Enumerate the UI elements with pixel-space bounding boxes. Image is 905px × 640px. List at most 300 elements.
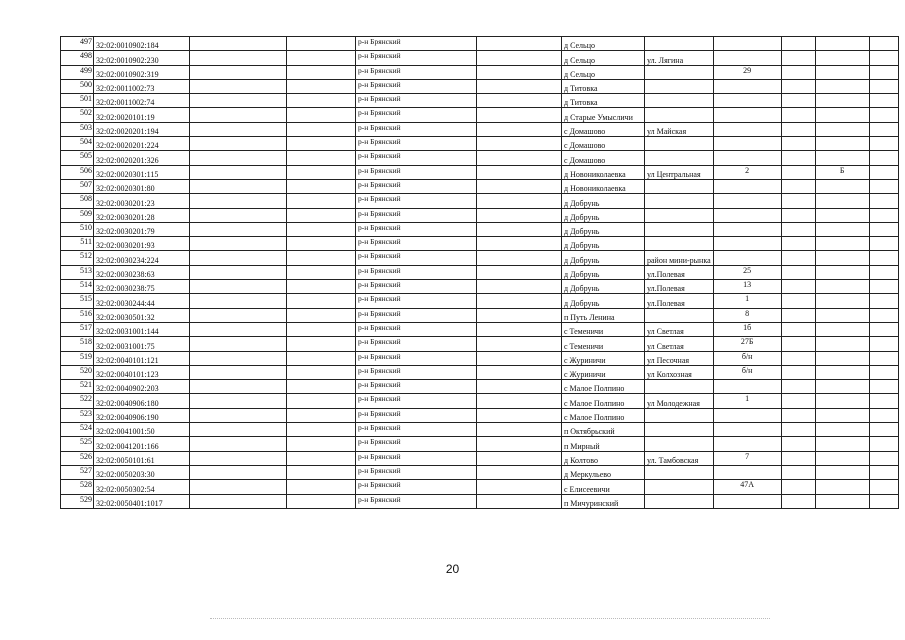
street-cell: ул. Лягина <box>645 51 714 65</box>
empty-cell <box>190 423 287 437</box>
locality-cell: с Журиничи <box>562 351 645 365</box>
empty-cell <box>287 465 356 479</box>
empty-cell <box>869 137 898 151</box>
street-cell: ул Песочная <box>645 351 714 365</box>
building-cell <box>815 94 869 108</box>
street-cell: ул.Полевая <box>645 265 714 279</box>
building-cell <box>815 408 869 422</box>
district-cell: р-н Брянский <box>356 494 477 508</box>
cadastral-number-cell: 32:02:0030201:93 <box>94 237 190 251</box>
cadastral-number-cell: 32:02:0020201:224 <box>94 137 190 151</box>
empty-cell <box>781 308 815 322</box>
empty-cell <box>477 265 562 279</box>
building-cell <box>815 108 869 122</box>
house-number-cell: б/н <box>713 365 781 379</box>
locality-cell: д Добрунь <box>562 294 645 308</box>
district-cell: р-н Брянский <box>356 222 477 236</box>
table-row <box>61 222 899 236</box>
empty-cell <box>190 408 287 422</box>
empty-cell <box>869 437 898 451</box>
street-cell: ул.Полевая <box>645 294 714 308</box>
empty-cell <box>287 337 356 351</box>
locality-cell: п Путь Ленина <box>562 308 645 322</box>
street-cell <box>645 65 714 79</box>
building-cell <box>815 65 869 79</box>
house-number-cell: 27Б <box>713 337 781 351</box>
empty-cell <box>781 122 815 136</box>
row-number-cell: 514 <box>61 280 94 294</box>
cadastral-number-cell: 32:02:0030201:28 <box>94 208 190 222</box>
building-cell <box>815 222 869 236</box>
empty-cell <box>477 122 562 136</box>
row-number-cell: 505 <box>61 151 94 165</box>
empty-cell <box>781 451 815 465</box>
house-number-cell <box>713 423 781 437</box>
empty-cell <box>869 365 898 379</box>
house-number-cell <box>713 237 781 251</box>
table-row <box>61 137 899 151</box>
table-row <box>61 294 899 308</box>
empty-cell <box>869 94 898 108</box>
empty-cell <box>190 380 287 394</box>
table-row <box>61 37 899 51</box>
house-number-cell <box>713 437 781 451</box>
table-row <box>61 337 899 351</box>
table-row <box>61 465 899 479</box>
empty-cell <box>190 294 287 308</box>
house-number-cell: 29 <box>713 65 781 79</box>
empty-cell <box>781 423 815 437</box>
house-number-cell: 13 <box>713 280 781 294</box>
building-cell <box>815 465 869 479</box>
district-cell: р-н Брянский <box>356 451 477 465</box>
table-row <box>61 208 899 222</box>
building-cell <box>815 380 869 394</box>
building-cell <box>815 51 869 65</box>
empty-cell <box>869 351 898 365</box>
street-cell <box>645 237 714 251</box>
empty-cell <box>477 65 562 79</box>
empty-cell <box>287 380 356 394</box>
empty-cell <box>781 480 815 494</box>
table-row <box>61 380 899 394</box>
district-cell: р-н Брянский <box>356 465 477 479</box>
row-number-cell: 520 <box>61 365 94 379</box>
district-cell: р-н Брянский <box>356 65 477 79</box>
row-number-cell: 512 <box>61 251 94 265</box>
street-cell <box>645 437 714 451</box>
empty-cell <box>287 308 356 322</box>
empty-cell <box>477 108 562 122</box>
cadastral-number-cell: 32:02:0020101:19 <box>94 108 190 122</box>
cadastral-number-cell: 32:02:0050401:1017 <box>94 494 190 508</box>
street-cell <box>645 94 714 108</box>
house-number-cell <box>713 108 781 122</box>
house-number-cell <box>713 408 781 422</box>
building-cell <box>815 208 869 222</box>
house-number-cell <box>713 208 781 222</box>
empty-cell <box>477 251 562 265</box>
empty-cell <box>869 194 898 208</box>
table-row <box>61 51 899 65</box>
cadastral-number-cell: 32:02:0031001:75 <box>94 337 190 351</box>
house-number-cell <box>713 122 781 136</box>
empty-cell <box>477 322 562 336</box>
empty-cell <box>190 394 287 408</box>
empty-cell <box>781 37 815 51</box>
scan-artifact <box>210 618 770 621</box>
building-cell <box>815 308 869 322</box>
empty-cell <box>477 423 562 437</box>
empty-cell <box>477 437 562 451</box>
empty-cell <box>477 79 562 93</box>
building-cell <box>815 122 869 136</box>
locality-cell: с Елисеевичи <box>562 480 645 494</box>
street-cell <box>645 194 714 208</box>
empty-cell <box>190 437 287 451</box>
page-number: 20 <box>445 562 460 576</box>
district-cell: р-н Брянский <box>356 237 477 251</box>
empty-cell <box>287 351 356 365</box>
table-body <box>61 37 899 509</box>
locality-cell: д Сельцо <box>562 51 645 65</box>
locality-cell: д Добрунь <box>562 265 645 279</box>
empty-cell <box>190 222 287 236</box>
row-number-cell: 506 <box>61 165 94 179</box>
street-cell <box>645 408 714 422</box>
empty-cell <box>781 51 815 65</box>
building-cell <box>815 423 869 437</box>
empty-cell <box>781 151 815 165</box>
empty-cell <box>190 451 287 465</box>
empty-cell <box>477 165 562 179</box>
street-cell: ул. Тамбовская <box>645 451 714 465</box>
empty-cell <box>781 465 815 479</box>
empty-cell <box>287 51 356 65</box>
row-number-cell: 521 <box>61 380 94 394</box>
empty-cell <box>477 51 562 65</box>
empty-cell <box>287 165 356 179</box>
row-number-cell: 501 <box>61 94 94 108</box>
locality-cell: с Малое Полпино <box>562 408 645 422</box>
street-cell <box>645 222 714 236</box>
empty-cell <box>781 79 815 93</box>
street-cell <box>645 308 714 322</box>
house-number-cell <box>713 37 781 51</box>
cadastral-register-table <box>60 36 899 509</box>
empty-cell <box>781 494 815 508</box>
cadastral-number-cell: 32:02:0010902:319 <box>94 65 190 79</box>
district-cell: р-н Брянский <box>356 79 477 93</box>
row-number-cell: 509 <box>61 208 94 222</box>
building-cell <box>815 480 869 494</box>
empty-cell <box>287 480 356 494</box>
empty-cell <box>477 351 562 365</box>
street-cell: ул.Полевая <box>645 280 714 294</box>
cadastral-number-cell: 32:02:0011002:73 <box>94 79 190 93</box>
house-number-cell <box>713 465 781 479</box>
cadastral-number-cell: 32:02:0030244:44 <box>94 294 190 308</box>
empty-cell <box>190 194 287 208</box>
empty-cell <box>477 380 562 394</box>
cadastral-number-cell: 32:02:0050101:61 <box>94 451 190 465</box>
locality-cell: д Новониколаевка <box>562 165 645 179</box>
cadastral-number-cell: 32:02:0010902:184 <box>94 37 190 51</box>
cadastral-number-cell: 32:02:0040906:180 <box>94 394 190 408</box>
cadastral-number-cell: 32:02:0041201:166 <box>94 437 190 451</box>
empty-cell <box>190 265 287 279</box>
cadastral-number-cell: 32:02:0050302:54 <box>94 480 190 494</box>
empty-cell <box>869 380 898 394</box>
locality-cell: д Меркульево <box>562 465 645 479</box>
empty-cell <box>869 394 898 408</box>
house-number-cell <box>713 194 781 208</box>
empty-cell <box>287 423 356 437</box>
table-row <box>61 79 899 93</box>
district-cell: р-н Брянский <box>356 194 477 208</box>
district-cell: р-н Брянский <box>356 108 477 122</box>
street-cell <box>645 208 714 222</box>
street-cell: ул Молодежная <box>645 394 714 408</box>
empty-cell <box>477 222 562 236</box>
empty-cell <box>869 408 898 422</box>
empty-cell <box>190 308 287 322</box>
building-cell <box>815 394 869 408</box>
empty-cell <box>190 337 287 351</box>
cadastral-number-cell: 32:02:0040101:123 <box>94 365 190 379</box>
street-cell <box>645 79 714 93</box>
empty-cell <box>287 394 356 408</box>
empty-cell <box>190 280 287 294</box>
locality-cell: с Домашово <box>562 137 645 151</box>
empty-cell <box>869 265 898 279</box>
empty-cell <box>477 179 562 193</box>
empty-cell <box>287 437 356 451</box>
empty-cell <box>477 408 562 422</box>
empty-cell <box>190 165 287 179</box>
locality-cell: п Мичуринский <box>562 494 645 508</box>
empty-cell <box>781 179 815 193</box>
table-row <box>61 194 899 208</box>
street-cell <box>645 179 714 193</box>
building-cell <box>815 237 869 251</box>
empty-cell <box>477 194 562 208</box>
table-row <box>61 251 899 265</box>
locality-cell: д Добрунь <box>562 208 645 222</box>
district-cell: р-н Брянский <box>356 137 477 151</box>
building-cell <box>815 322 869 336</box>
cadastral-number-cell: 32:02:0030234:224 <box>94 251 190 265</box>
row-number-cell: 502 <box>61 108 94 122</box>
empty-cell <box>781 294 815 308</box>
empty-cell <box>287 208 356 222</box>
house-number-cell <box>713 51 781 65</box>
empty-cell <box>781 408 815 422</box>
cadastral-number-cell: 32:02:0020201:326 <box>94 151 190 165</box>
empty-cell <box>869 294 898 308</box>
empty-cell <box>477 337 562 351</box>
locality-cell: с Домашово <box>562 151 645 165</box>
house-number-cell <box>713 380 781 394</box>
street-cell: район мини-рынка <box>645 251 714 265</box>
building-cell <box>815 265 869 279</box>
empty-cell <box>190 465 287 479</box>
row-number-cell: 518 <box>61 337 94 351</box>
empty-cell <box>781 194 815 208</box>
empty-cell <box>869 208 898 222</box>
row-number-cell: 528 <box>61 480 94 494</box>
locality-cell: д Колтово <box>562 451 645 465</box>
table-row <box>61 394 899 408</box>
house-number-cell: 47А <box>713 480 781 494</box>
row-number-cell: 504 <box>61 137 94 151</box>
street-cell <box>645 108 714 122</box>
house-number-cell: 1 <box>713 294 781 308</box>
empty-cell <box>781 337 815 351</box>
building-cell <box>815 280 869 294</box>
table-row <box>61 423 899 437</box>
empty-cell <box>477 94 562 108</box>
district-cell: р-н Брянский <box>356 408 477 422</box>
row-number-cell: 519 <box>61 351 94 365</box>
empty-cell <box>477 294 562 308</box>
cadastral-number-cell: 32:02:0050203:30 <box>94 465 190 479</box>
row-number-cell: 511 <box>61 237 94 251</box>
house-number-cell: 8 <box>713 308 781 322</box>
table-row <box>61 94 899 108</box>
empty-cell <box>287 94 356 108</box>
house-number-cell <box>713 251 781 265</box>
district-cell: р-н Брянский <box>356 380 477 394</box>
row-number-cell: 507 <box>61 179 94 193</box>
empty-cell <box>869 251 898 265</box>
house-number-cell <box>713 151 781 165</box>
empty-cell <box>190 365 287 379</box>
empty-cell <box>190 322 287 336</box>
empty-cell <box>287 494 356 508</box>
district-cell: р-н Брянский <box>356 51 477 65</box>
empty-cell <box>869 51 898 65</box>
empty-cell <box>869 337 898 351</box>
row-number-cell: 524 <box>61 423 94 437</box>
empty-cell <box>190 137 287 151</box>
empty-cell <box>869 151 898 165</box>
district-cell: р-н Брянский <box>356 151 477 165</box>
row-number-cell: 527 <box>61 465 94 479</box>
empty-cell <box>781 437 815 451</box>
district-cell: р-н Брянский <box>356 308 477 322</box>
street-cell <box>645 151 714 165</box>
district-cell: р-н Брянский <box>356 179 477 193</box>
building-cell <box>815 294 869 308</box>
empty-cell <box>190 208 287 222</box>
building-cell <box>815 194 869 208</box>
empty-cell <box>869 122 898 136</box>
district-cell: р-н Брянский <box>356 122 477 136</box>
house-number-cell <box>713 222 781 236</box>
street-cell <box>645 423 714 437</box>
locality-cell: с Малое Полпино <box>562 380 645 394</box>
empty-cell <box>781 394 815 408</box>
empty-cell <box>190 494 287 508</box>
empty-cell <box>287 108 356 122</box>
empty-cell <box>781 165 815 179</box>
empty-cell <box>781 351 815 365</box>
empty-cell <box>287 122 356 136</box>
empty-cell <box>869 480 898 494</box>
empty-cell <box>287 408 356 422</box>
empty-cell <box>190 108 287 122</box>
locality-cell: с Журиничи <box>562 365 645 379</box>
empty-cell <box>190 480 287 494</box>
empty-cell <box>190 94 287 108</box>
empty-cell <box>287 294 356 308</box>
empty-cell <box>287 265 356 279</box>
row-number-cell: 508 <box>61 194 94 208</box>
district-cell: р-н Брянский <box>356 37 477 51</box>
cadastral-number-cell: 32:02:0040906:190 <box>94 408 190 422</box>
street-cell <box>645 137 714 151</box>
empty-cell <box>287 237 356 251</box>
row-number-cell: 526 <box>61 451 94 465</box>
table-row <box>61 265 899 279</box>
empty-cell <box>781 94 815 108</box>
locality-cell: д Сельцо <box>562 65 645 79</box>
empty-cell <box>869 165 898 179</box>
empty-cell <box>869 308 898 322</box>
building-cell <box>815 79 869 93</box>
locality-cell: с Теменичи <box>562 337 645 351</box>
table-row <box>61 165 899 179</box>
cadastral-number-cell: 32:02:0010902:230 <box>94 51 190 65</box>
district-cell: р-н Брянский <box>356 322 477 336</box>
house-number-cell <box>713 494 781 508</box>
row-number-cell: 515 <box>61 294 94 308</box>
empty-cell <box>869 108 898 122</box>
empty-cell <box>869 37 898 51</box>
empty-cell <box>781 251 815 265</box>
empty-cell <box>477 394 562 408</box>
empty-cell <box>869 322 898 336</box>
district-cell: р-н Брянский <box>356 337 477 351</box>
street-cell <box>645 465 714 479</box>
empty-cell <box>781 108 815 122</box>
empty-cell <box>477 494 562 508</box>
locality-cell: п Октябрьский <box>562 423 645 437</box>
empty-cell <box>287 451 356 465</box>
row-number-cell: 523 <box>61 408 94 422</box>
table-row <box>61 65 899 79</box>
building-cell <box>815 351 869 365</box>
empty-cell <box>287 280 356 294</box>
row-number-cell: 516 <box>61 308 94 322</box>
row-number-cell: 500 <box>61 79 94 93</box>
street-cell: ул Светлая <box>645 322 714 336</box>
locality-cell: д Добрунь <box>562 280 645 294</box>
empty-cell <box>869 237 898 251</box>
row-number-cell: 503 <box>61 122 94 136</box>
locality-cell: д Добрунь <box>562 237 645 251</box>
building-cell <box>815 151 869 165</box>
empty-cell <box>781 208 815 222</box>
house-number-cell <box>713 94 781 108</box>
building-cell: Б <box>815 165 869 179</box>
building-cell <box>815 451 869 465</box>
table-row <box>61 437 899 451</box>
empty-cell <box>477 280 562 294</box>
locality-cell: д Сельцо <box>562 37 645 51</box>
row-number-cell: 529 <box>61 494 94 508</box>
